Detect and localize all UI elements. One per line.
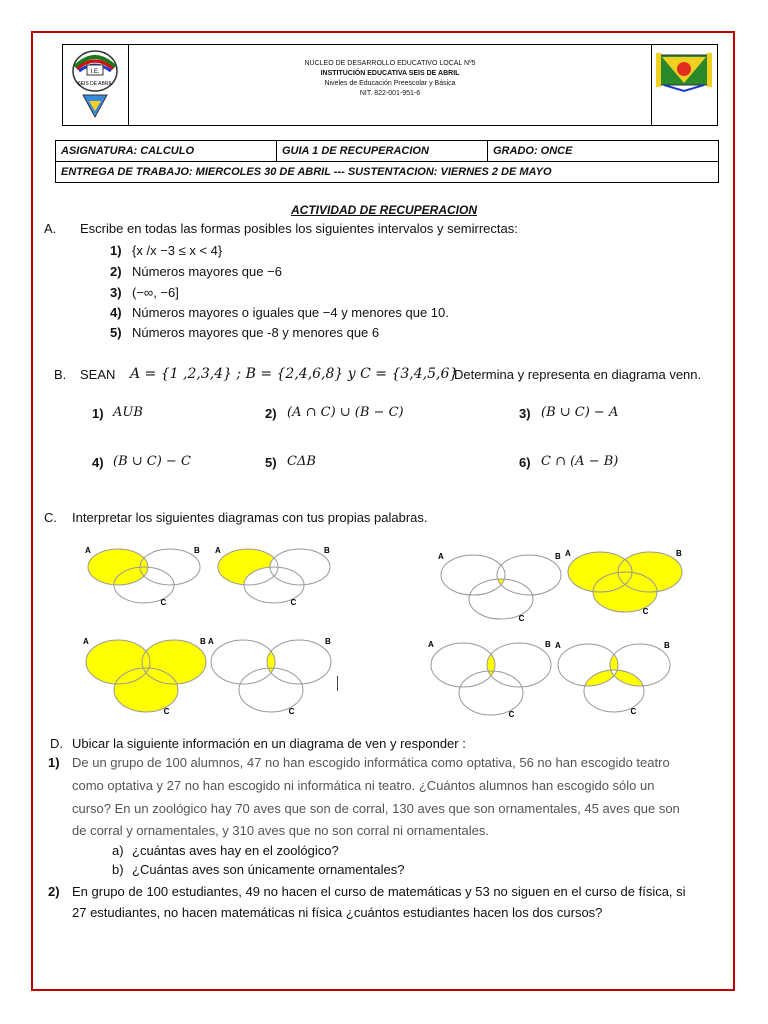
d-problem-1-line: De un grupo de 100 alumnos, 47 no han escogido informática como optativa, 56 no han escogido teatro: [72, 755, 670, 770]
a-item-text: (−∞, −6]: [132, 285, 179, 300]
section-b-instruction: Determina y representa en diagrama venn.: [454, 367, 702, 382]
venn-label-a: A: [555, 641, 561, 650]
venn-label-b: B: [545, 640, 551, 649]
a-item-text: Números mayores que −6: [132, 264, 282, 279]
text-cursor-mark: [337, 676, 338, 691]
svg-text:I.E.: I.E.: [90, 69, 100, 75]
venn-circle-a: [211, 640, 275, 684]
section-b-sets: A = {1 ,2,3,4} ; B = {2,4,6,8} y C = {3,4,5,6}: [130, 366, 459, 382]
b-item-expr: (B ∪ C) − A: [541, 405, 619, 420]
d-sub-number: a): [112, 843, 124, 858]
a-item-number: 5): [110, 325, 122, 340]
d-sub-number: b): [112, 862, 124, 877]
venn-label-c: C: [160, 598, 167, 607]
section-a-letter: A.: [44, 221, 57, 236]
school-shield-right: [651, 45, 717, 125]
a-item-text: Números mayores que -8 y menores que 6: [132, 325, 380, 340]
venn-label-c: C: [163, 707, 170, 716]
a-item-number: 1): [110, 243, 122, 258]
b-item-number: 4): [92, 455, 104, 470]
a-item-number: 2): [110, 264, 122, 279]
d-problem-1-line: curso? En un zoológico hay 70 aves que son de corral, 130 aves que son ornamentales, 45 aves que son: [72, 801, 680, 816]
venn-label-c: C: [630, 707, 637, 716]
school-info: [129, 59, 651, 99]
venn-label-c: C: [508, 710, 515, 719]
venn-label-c: C: [642, 607, 649, 616]
venn-circle-c: [459, 671, 523, 715]
course-info-table: [55, 140, 719, 183]
venn-label-a: A: [83, 637, 89, 646]
school-header: [62, 44, 718, 126]
venn-circle-c: [239, 668, 303, 712]
section-c-text: Interpretar los siguientes diagramas con tus propias palabras.: [72, 510, 428, 525]
page-title: ACTIVIDAD DE RECUPERACION: [290, 203, 477, 217]
venn-label-a: A: [85, 546, 91, 555]
subject-cell: ASIGNATURA: CALCULO: [56, 141, 277, 162]
venn-label-c: C: [288, 707, 295, 716]
guide-cell: GUIA 1 DE RECUPERACION: [277, 141, 488, 162]
b-item-number: 6): [519, 455, 531, 470]
d-problem-1-line: como optativa y 27 no han escogido ni informática ni teatro. ¿Cuántos alumnos han escogido sólo un: [72, 778, 655, 793]
section-b-sean: SEAN: [80, 367, 116, 382]
venn-label-c: C: [518, 614, 525, 623]
venn-label-a: A: [428, 640, 434, 649]
venn-label-b: B: [555, 552, 561, 561]
section-b-letter: B.: [54, 367, 67, 382]
venn-label-b: B: [324, 546, 330, 555]
section-d-letter: D.: [50, 736, 63, 751]
venn-circle-a: [431, 643, 495, 687]
header-line-2: INSTITUCIÓN EDUCATIVA SEIS DE ABRIL: [320, 70, 460, 77]
school-logo-left: [63, 45, 129, 125]
d-problem-2-line: En grupo de 100 estudiantes, 49 no hacen el curso de matemáticas y 53 no siguen en el curso de física, si: [72, 884, 686, 899]
venn-label-a: A: [438, 552, 444, 561]
section-a-text: Escribe en todas las formas posibles los siguientes intervalos y semirrectas:: [80, 221, 518, 236]
delivery-cell: ENTREGA DE TRABAJO: MIERCOLES 30 DE ABRIL --- SUSTENTACION: VIERNES 2 DE MAYO: [56, 162, 719, 183]
section-d-text: Ubicar la siguiente información en un diagrama de ven y responder :: [72, 736, 466, 751]
b-item-expr: AUB: [113, 405, 143, 420]
header-line-4: NIT. 822-001-951-6: [359, 90, 421, 97]
venn-diagrams: [0, 535, 768, 735]
venn-label-a: A: [208, 637, 214, 646]
venn-label-b: B: [200, 637, 206, 646]
d-problem-2-line: 27 estudiantes, no hacen matemáticas ni física ¿cuántos estudiantes hacen los dos cursos?: [72, 905, 603, 920]
venn-circle-b: [487, 643, 551, 687]
b-item-expr: (A ∩ C) ∪ (B − C): [287, 405, 404, 420]
a-item-number: 3): [110, 285, 122, 300]
d-problem-1-number: 1): [48, 755, 60, 770]
venn-label-c: C: [290, 598, 297, 607]
logo-text: SEIS DE ABRIL: [77, 81, 113, 87]
venn-label-b: B: [325, 637, 331, 646]
section-c-letter: C.: [44, 510, 57, 525]
d-sub-text: ¿Cuántas aves son únicamente ornamentales?: [132, 862, 405, 877]
venn-label-a: A: [215, 546, 221, 555]
venn-circle-b: [267, 640, 331, 684]
a-item-text: Números mayores o iguales que −4 y menores que 10.: [132, 305, 449, 320]
header-line-3: Niveles de Educación Preescolar y Básica: [324, 80, 456, 87]
b-item-expr: CΔB: [287, 454, 316, 469]
a-item-number: 4): [110, 305, 122, 320]
d-problem-2-number: 2): [48, 884, 60, 899]
d-problem-1-line: de corral y ornamentales, y 310 aves que no son corral ni ornamentales.: [72, 823, 489, 838]
b-item-number: 2): [265, 406, 277, 421]
a-item-text: {x /x −3 ≤ x < 4}: [132, 243, 223, 258]
venn-label-a: A: [565, 549, 571, 558]
b-item-expr: C ∩ (A − B): [541, 454, 619, 469]
venn-label-b: B: [664, 641, 670, 650]
d-sub-text: ¿cuántas aves hay en el zoológico?: [132, 843, 339, 858]
venn-label-b: B: [676, 549, 682, 558]
header-line-1: NUCLEO DE DESARROLLO EDUCATIVO LOCAL Nº5: [304, 60, 476, 67]
b-item-expr: (B ∪ C) − C: [113, 454, 191, 469]
grade-cell: GRADO: ONCE: [488, 141, 719, 162]
b-item-number: 3): [519, 406, 531, 421]
venn-label-b: B: [194, 546, 200, 555]
b-item-number: 1): [92, 406, 104, 421]
b-item-number: 5): [265, 455, 277, 470]
